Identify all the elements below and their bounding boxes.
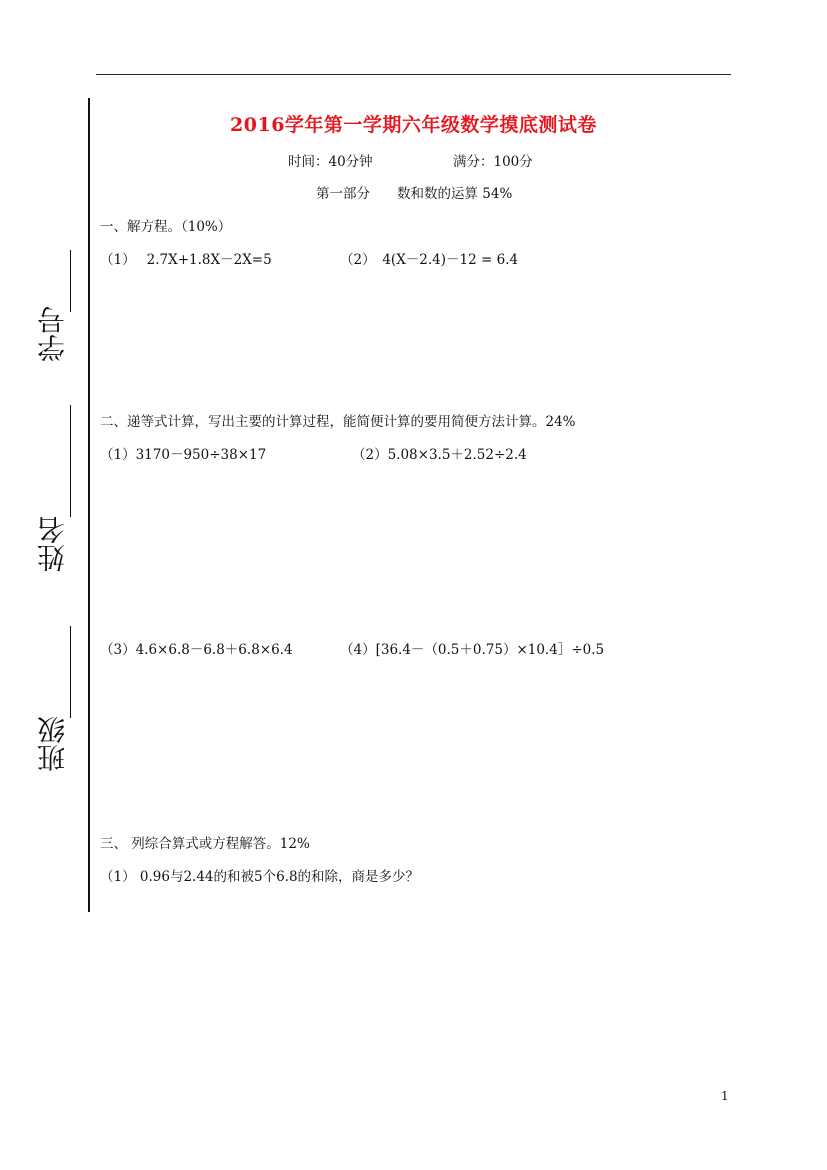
section-3-question-1: （1） 0.96与2.44的和被5个6.8的和除，商是多少？ <box>100 869 420 885</box>
section-2-question-1: （1）3170－950÷38×17 <box>100 447 267 463</box>
class-label: 班级 <box>36 716 69 772</box>
section-2-question-3: （3）4.6×6.8－6.8＋6.8×6.4 <box>100 642 293 658</box>
section-1-heading: 一、解方程。（10%） <box>100 219 232 235</box>
part-title: 第一部分 数和数的运算 54% <box>316 186 513 202</box>
section-1-question-1: （1） 2.7X+1.8X－2X=5 <box>100 252 272 268</box>
section-3-heading: 三、 列综合算式或方程解答。12% <box>100 836 310 852</box>
page-number: 1 <box>721 1089 729 1103</box>
header-rule <box>96 74 731 75</box>
section-1-question-2: （2） 4(X－2.4)－12 = 6.4 <box>340 252 519 268</box>
full-score: 满分：100分 <box>453 154 533 170</box>
student-id-blank <box>70 250 71 312</box>
binding-line <box>88 98 90 912</box>
exam-time: 时间：40分钟 <box>288 154 373 170</box>
name-label: 姓名 <box>36 516 69 572</box>
name-blank <box>70 405 71 517</box>
section-2-heading: 二、递等式计算，写出主要的计算过程，能简便计算的要用简便方法计算。24% <box>100 414 576 430</box>
section-2-question-2: （2）5.08×3.5＋2.52÷2.4 <box>352 447 527 463</box>
student-id-label: 学号 <box>36 306 69 362</box>
section-2-question-4: （4）[36.4－（0.5＋0.75）×10.4］÷0.5 <box>340 642 605 658</box>
class-blank <box>70 626 71 718</box>
page-title: 2016学年第一学期六年级数学摸底测试卷 <box>230 114 597 136</box>
